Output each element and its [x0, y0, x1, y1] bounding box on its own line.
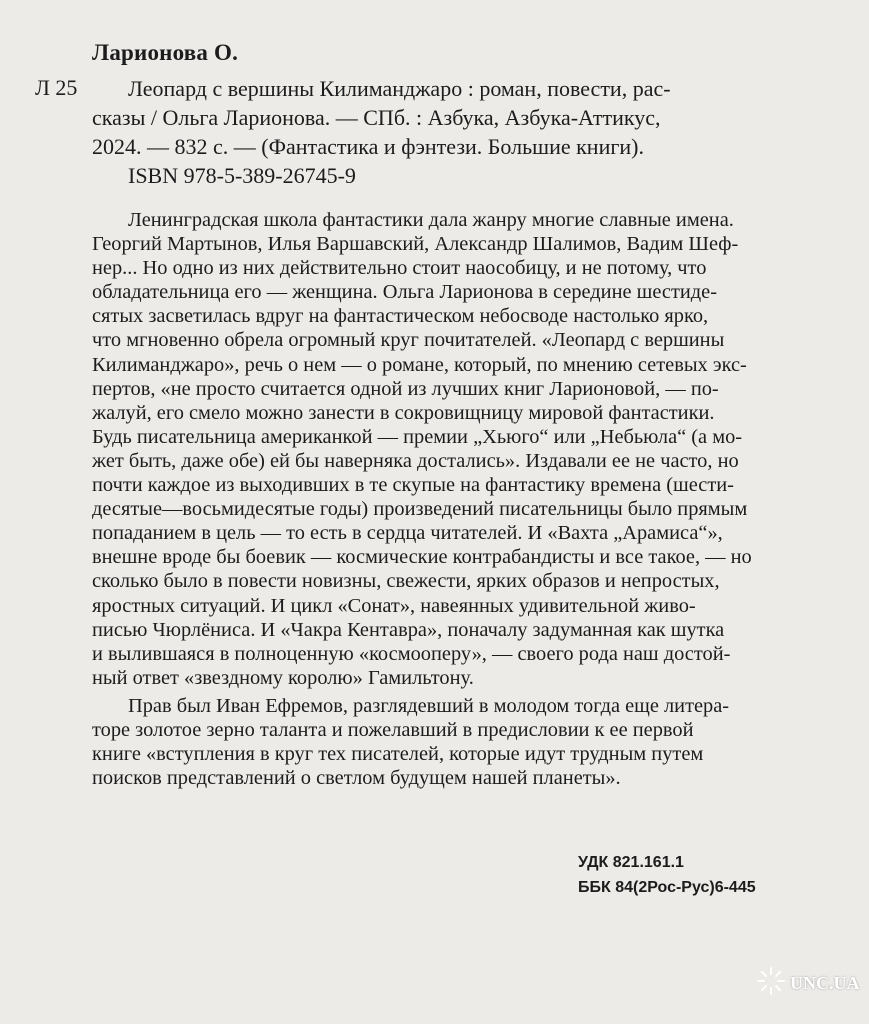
- biblio-line: сказы / Ольга Ларионова. — СПб. : Азбука, Азбука-Аттикус,: [92, 105, 661, 130]
- text-line: Будь писательница американкой — премии „Хьюго“ или „Небьюла“ (а мо-: [92, 425, 743, 448]
- bbk-code: ББК 84(2Рос-Рус)6-445: [578, 879, 756, 896]
- library-code: Л 25: [35, 75, 78, 100]
- isbn-line: ISBN 978-5-389-26745-9: [128, 163, 356, 188]
- text-line: попаданием в цель — то есть в сердца читателей. И «Вахта „Арамиса“»,: [92, 522, 723, 545]
- annotation-paragraph-2: [92, 694, 804, 790]
- text-line: жалуй, его смело можно занести в сокровищницу мировой фантастики.: [92, 401, 715, 424]
- text-line: книге «вступления в круг тех писателей, которые идут трудным путем: [92, 743, 704, 766]
- text-line: торе золотое зерно таланта и пожелавший в предисловии к ее первой: [92, 718, 694, 741]
- text-line: пертов, «не просто считается одной из лучших книг Ларионовой, — по-: [92, 377, 719, 400]
- author-heading: Ларионова О.: [92, 40, 239, 65]
- text-line: что мгновенно обрела огромный круг почитателей. «Леопард с вершины: [92, 329, 725, 352]
- udk-code: УДК 821.161.1: [578, 854, 684, 871]
- text-line: почти каждое из выходивших в те скупые на фантастику времена (шести-: [92, 474, 734, 497]
- classification-codes: [578, 850, 756, 900]
- text-line: внешне вроде бы боевик — космические контрабандисты и все такое, — но: [92, 546, 752, 569]
- annotation-text: [92, 208, 804, 790]
- text-line: поисков представлений о светлом будущем нашей планеты».: [92, 767, 621, 790]
- watermark-text: UNC.UA: [790, 973, 860, 993]
- text-line: Ленинградская школа фантастики дала жанру многие славные имена.: [128, 209, 734, 231]
- text-line: Килиманджаро», речь о нем — о романе, который, по мнению сетевых экс-: [92, 353, 747, 376]
- annotation-paragraph-1: [92, 208, 804, 690]
- biblio-line: Леопард с вершины Килиманджаро : роман, повести, рас-: [128, 76, 671, 101]
- text-line: сколько было в повести новизны, свежести, ярких образов и непростых,: [92, 570, 720, 593]
- watermark: [756, 966, 860, 1001]
- text-line: сятых засветилась вдруг на фантастическом небосводе настолько ярко,: [92, 305, 709, 328]
- text-line: жет быть, даже обе) ей бы наверняка достались». Издавали ее не часто, но: [92, 449, 739, 472]
- text-line: десятые—восьмидесятые годы) произведений писательницы было прямым: [92, 498, 748, 521]
- biblio-line: 2024. — 832 с. — (Фантастика и фэнтези. Большие книги).: [92, 134, 644, 159]
- text-line: нер... Но одно из них действительно стоит наособицу, и не потому, что: [92, 257, 707, 280]
- text-line: яростных ситуаций. И цикл «Сонат», навеянных удивительной живо-: [92, 594, 696, 617]
- sunburst-logo-icon: [756, 966, 786, 1001]
- text-line: ный ответ «звездному королю» Гамильтону.: [92, 666, 474, 689]
- text-line: и вылившаяся в полноценную «космооперу», — своего рода наш достой-: [92, 642, 731, 665]
- bleed-through-shadow: [799, 40, 869, 1024]
- bibliographic-entry: [92, 74, 804, 190]
- text-line: писью Чюрлёниса. И «Чакра Кентавра», поначалу задуманная как шутка: [92, 618, 725, 641]
- text-line: Георгий Мартынов, Илья Варшавский, Александр Шалимов, Вадим Шеф-: [92, 233, 739, 256]
- text-line: Прав был Иван Ефремов, разглядевший в молодом тогда еще литера-: [128, 694, 730, 717]
- text-line: обладательница его — женщина. Ольга Ларионова в середине шестиде-: [92, 281, 717, 304]
